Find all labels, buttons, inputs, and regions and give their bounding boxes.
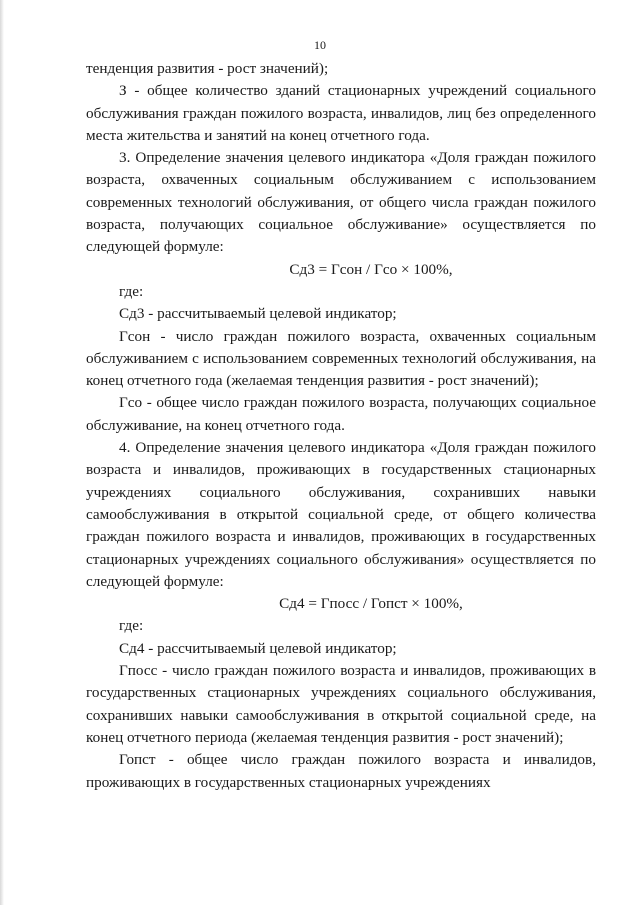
- paragraph-section-4: 4. Определение значения целевого индикатора «Доля граждан пожилого возраста и инвалидов, проживающих в государственных стационарных учреждениях социального обслуживания, сохранивших навыки самообслуживания в открытой социальной среде, от общего количества граждан пожилого возраста и инвалидов, проживающих в государственных стационарных учреждениях социального обслуживания» осуществляется по следующей формуле:: [86, 439, 596, 590]
- paragraph-sd3-definition: Сд3 - рассчитываемый целевой индикатор;: [119, 305, 397, 323]
- paragraph-sd4-definition: Сд4 - рассчитываемый целевой индикатор;: [119, 639, 397, 657]
- where-label: где:: [119, 617, 144, 635]
- paragraph-z-definition: З - общее количество зданий стационарных учреждений социального обслуживания граждан пожилого возраста, инвалидов, лиц без определенного места жительства и занятий на конец отчетного года.: [86, 82, 596, 144]
- formula-sd4: Сд4 = Гпосс / Гопст × 100%,: [279, 595, 463, 613]
- page-edge-shadow: [0, 0, 4, 905]
- paragraph-gso-definition: Гсо - общее число граждан пожилого возраста, получающих социальное обслуживание, на конец отчетного года.: [86, 394, 596, 434]
- formula-sd3: Сд3 = Гсон / Гсо × 100%,: [289, 260, 453, 278]
- document-body: [86, 58, 596, 794]
- paragraph-section-3: 3. Определение значения целевого индикатора «Доля граждан пожилого возраста, охваченных социальным обслуживанием с использованием современных технологий обслуживания, от общего числа граждан пожилого возраста, получающих социальное обслуживание» осуществляется по следующей формуле:: [86, 149, 596, 256]
- paragraph-gson-definition: Гсон - число граждан пожилого возраста, охваченных социальным обслуживанием с использованием современных технологий обслуживания, на конец отчетного года (желаемая тенденция развития - рост значений);: [86, 327, 596, 390]
- paragraph-gopst-definition: Гопст - общее число граждан пожилого возраста и инвалидов, проживающих в государственных стационарных учреждениях: [86, 751, 596, 791]
- where-label: где:: [119, 282, 144, 300]
- page-number: 10: [314, 38, 326, 52]
- paragraph-continuation: тенденция развития - рост значений);: [86, 60, 329, 77]
- paragraph-gposs-definition: Гпосс - число граждан пожилого возраста и инвалидов, проживающих в государственных стационарных учреждениях социального обслуживания, сохранивших навыки самообслуживания в открытой социальной среде, на конец отчетного периода (желаемая тенденция развития - рост значений);: [86, 662, 596, 746]
